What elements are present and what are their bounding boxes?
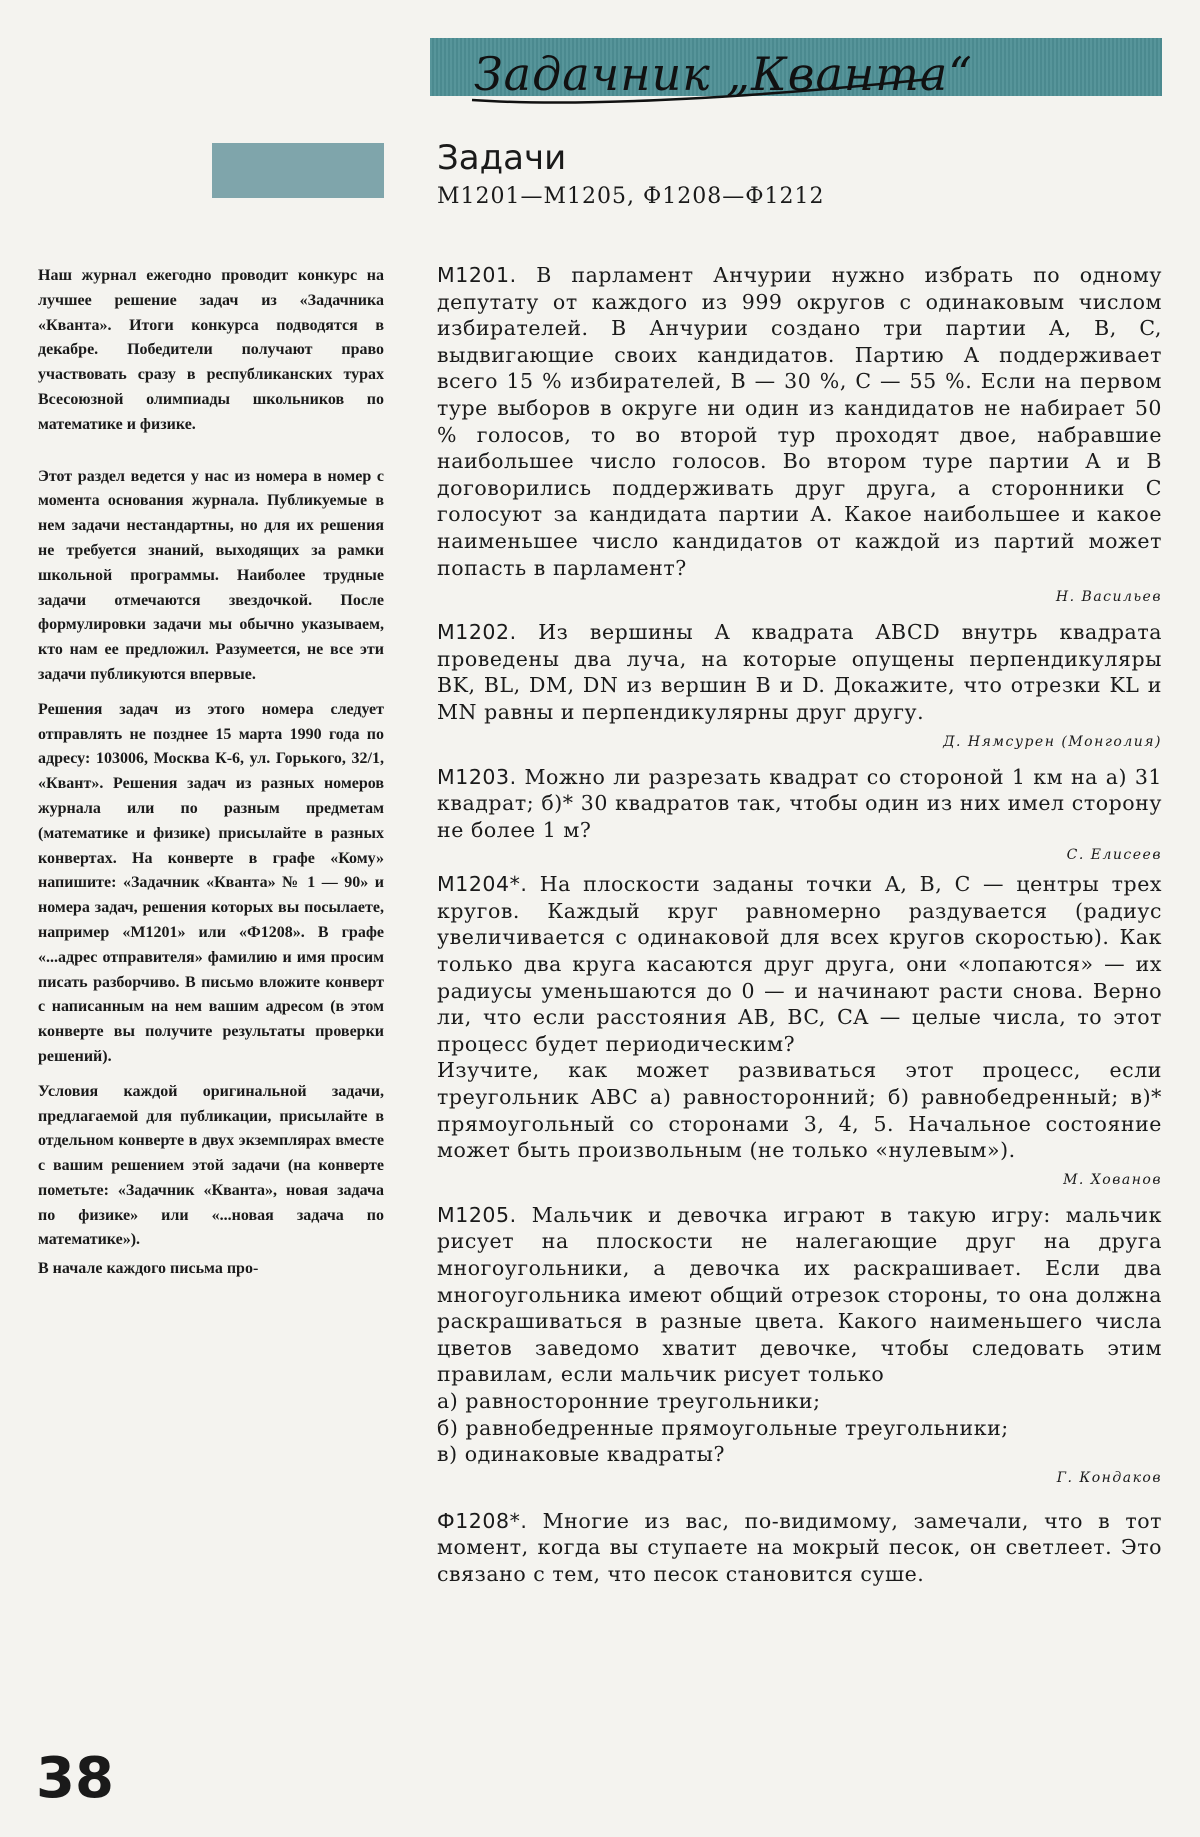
problem-m1205 [437,1202,1162,1388]
problem-label: Ф1208*. [437,1508,528,1533]
problem-f1208 [437,1508,1162,1588]
sidebar-paragraph: Решения задач из этого номера следует отправлять не позднее 15 марта 1990 года по адресу: 103006, Москва К-6, ул. Горького, 32/1, «Квант». Решения задач из разных номеров журнала или по разным предметам (математике и физике) присылайте в разных конвертах. На конверте в графе «Кому» напишите: «Задачник «Кванта» № 1 — 90» и номера задач, решения которых вы посылаете, например «М1201» или «Ф1208». В графе «...адрес отправителя» фамилию и имя просим писать разборчиво. В письмо вложите конверт с написанным на нем вашим адресом (в этом конверте вы получите результаты проверки решений). [38,700,384,1065]
problem-label: М1201. [437,263,517,287]
problems-column [437,262,1162,1588]
problem-range: М1201—М1205, Ф1208—Ф1212 [437,184,825,209]
problem-m1203 [437,764,1162,844]
problem-text: Из вершины A квадрата ABCD внутрь квадрата проведены два луча, на которые опущены перпендикуляры BK, BL, DM, DN из вершин B и D. Докажите, что отрезки KL и MN равны и перпендикулярны друг другу. [437,620,1162,724]
problem-text: Мальчик и девочка играют в такую игру: мальчик рисует на плоскости не налегающие друг на друга многоугольники, а девочка их раскрашивает. Если два многоугольника имеют общий отрезок стороны, то она должна раскрашиваться в разные цвета. Какого наименьшего числа цветов заведомо хватит девочке, чтобы следовать этим правилам, если мальчик рисует только [437,1202,1162,1387]
page-number: 38 [36,1746,114,1811]
problem-author: С. Елисеев [1066,847,1162,864]
problem-text: Многие из вас, по-видимому, замечали, что в тот момент, когда вы ступаете на мокрый песок, он светлеет. Это связано с тем, что песок становится суше. [437,1508,1162,1586]
problem-author: Г. Кондаков [1056,1469,1162,1486]
problem-option: в) одинаковые квадраты? [437,1442,726,1467]
banner-title: Задачник „Кванта“ [474,47,973,101]
sidebar-paragraph: Этот раздел ведется у нас из номера в номер с момента основания журнала. Публикуемые в нем задачи нестандартны, но для их решения не требуется знаний, выходящих за рамки школьной программы. Наиболее трудные задачи отмечаются звездочкой. После формулировки задачи мы обычно указываем, кто нам ее предложил. Разумеется, не все эти задачи публикуются впервые. [38,467,384,683]
section-banner [430,38,1162,101]
sidebar-info [38,264,384,1282]
problem-text: Можно ли разрезать квадрат со стороной 1 км на а) 31 квадрат; б)* 30 квадратов так, чтобы один из них имел сторону не более 1 м? [437,764,1162,842]
problem-m1204 [437,871,1162,1057]
page-heading [437,138,1157,209]
banner-handwritten-logo [470,38,973,118]
problem-author: М. Хованов [1063,1171,1162,1188]
problem-option: б) равнобедренные прямоугольные треугольники; [437,1415,1009,1440]
problem-m1202 [437,619,1162,725]
problem-author: Д. Нямсурен (Монголия) [943,733,1162,750]
problem-text: На плоскости заданы точки A, B, C — центры трех кругов. Каждый круг равномерно раздувается (радиус увеличивается с одинаковой для всех кругов скоростью). Как только два круга касаются друг друга, они «лопаются» — их радиусы уменьшаются до 0 — и начинают расти снова. Верно ли, что если расстояния AB, BC, CA — целые числа, то этот процесс будет периодическим? [437,872,1162,1056]
decorative-block [212,143,384,198]
page-title: Задачи [437,138,567,178]
problem-author: Н. Васильев [1055,589,1162,606]
problem-text: В парламент Анчурии нужно избрать по одному депутату от каждого из 999 округов с одинаковым числом избирателей. В Анчурии создано три партии A, B, C, выдвигающие своих кандидатов. Партию A поддерживает всего 15 % избирателей, B — 30 %, C — 55 %. Если на первом туре выборов в округе ни один из кандидатов не набирает 50 % голосов, то во второй тур проходят двое, набравшие наибольшее число голосов. Во втором туре партии A и B договорились поддерживать друг друга, а сторонники C голосуют за кандидата партии A. Какое наибольшее и какое наименьшее число кандидатов от каждой из партий может попасть в парламент? [437,263,1162,580]
problem-m1201 [437,262,1162,581]
problem-label: М1204*. [437,872,528,897]
problem-m1204-continued: Изучите, как может развиваться этот процесс, если треугольник ABC а) равносторонний; б) равнобедренный; в)* прямоугольный со сторонами 3, 4, 5. Начальное состояние может быть произвольным (не только «нулевым»). [437,1058,1162,1163]
problem-label: М1203. [437,764,517,789]
sidebar-paragraph: Условия каждой оригинальной задачи, предлагаемой для публикации, присылайте в отдельном конверте в двух экземплярах вместе с вашим решением этой задачи (на конверте пометьте: «Задачник «Кванта», новая задача по физике» или «...новая задача по математике»). [38,1082,384,1249]
problem-label: М1205. [437,1202,517,1227]
sidebar-paragraph: В начале каждого письма про- [38,1260,259,1278]
sidebar-paragraph: Наш журнал ежегодно проводит конкурс на лучшее решение задач из «Задачника «Кванта». Итоги конкурса подводятся в декабре. Победители получают право участвовать сразу в республиканских турах Всесоюзной олимпиады школьников по математике и физике. [38,267,384,433]
problem-option: а) равносторонние треугольники; [437,1388,821,1413]
problem-label: М1202. [437,620,517,645]
